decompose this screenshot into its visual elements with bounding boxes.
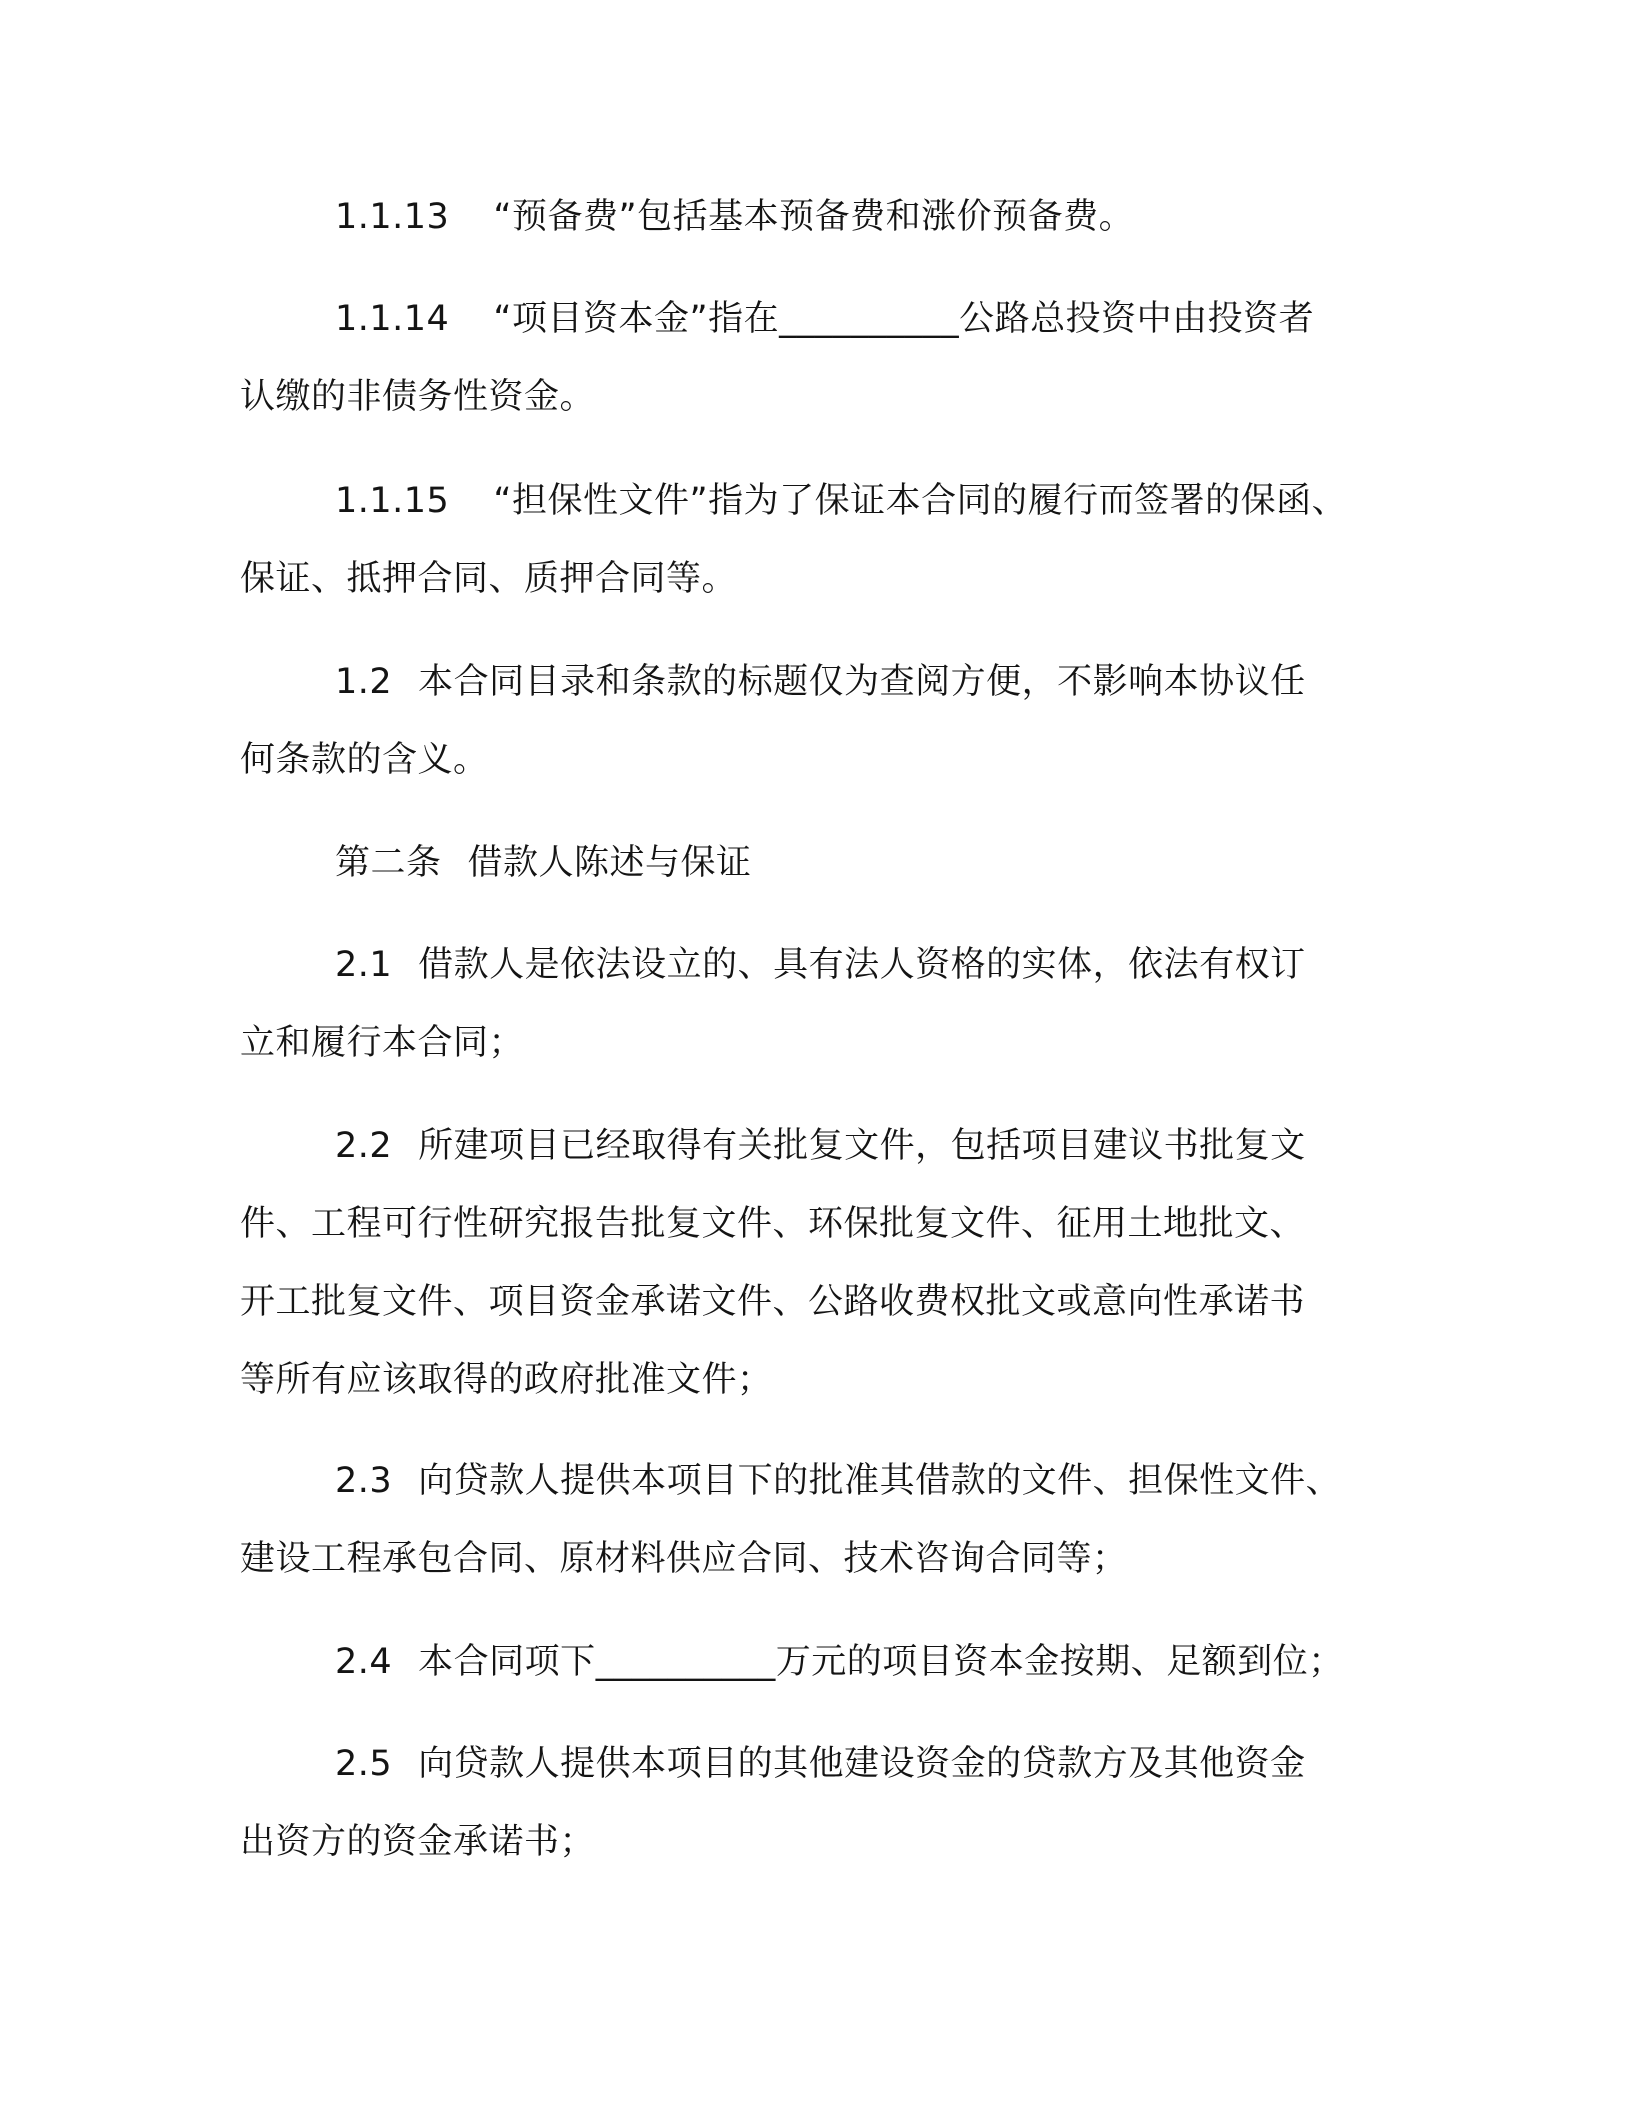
clause-number: 2.4 bbox=[335, 1642, 393, 1682]
clause-line bbox=[240, 643, 1400, 721]
clause-line: 保证、抵押合同、质押合同等。 bbox=[240, 559, 738, 599]
clause-1-1-15 bbox=[240, 462, 1400, 618]
clause-line bbox=[240, 1623, 1400, 1701]
clause-2-2 bbox=[240, 1107, 1400, 1419]
clause-text: 所建项目已经取得有关批复文件，包括项目建议书批复文 bbox=[418, 1126, 1306, 1166]
clause-line bbox=[240, 178, 1400, 256]
clause-line: 何条款的含义。 bbox=[240, 740, 489, 780]
clause-line: 开工批复文件、项目资金承诺文件、公路收费权批文或意向性承诺书 bbox=[240, 1282, 1306, 1322]
article-title: 借款人陈述与保证 bbox=[467, 843, 752, 883]
fill-in-blank: __________ bbox=[779, 299, 960, 339]
clause-number: 1.1.14 bbox=[335, 299, 450, 339]
clause-line: 建设工程承包合同、原材料供应合同、技术咨询合同等； bbox=[240, 1539, 1128, 1579]
clause-line: 认缴的非债务性资金。 bbox=[240, 377, 596, 417]
article-number: 第二条 bbox=[335, 843, 442, 883]
clause-text: “项目资本金”指在 bbox=[493, 299, 780, 339]
clause-text: 本合同目录和条款的标题仅为查阅方便，不影响本协议任 bbox=[418, 662, 1306, 702]
article-2-heading bbox=[240, 824, 1400, 902]
clause-line: 立和履行本合同； bbox=[240, 1023, 525, 1063]
clause-number: 2.5 bbox=[335, 1744, 393, 1784]
clause-number: 2.2 bbox=[335, 1126, 393, 1166]
clause-2-5 bbox=[240, 1725, 1400, 1881]
clause-number: 2.1 bbox=[335, 945, 393, 985]
clause-text: 向贷款人提供本项目下的批准其借款的文件、担保性文件、 bbox=[418, 1461, 1342, 1501]
clause-line bbox=[240, 462, 1400, 540]
heading-line bbox=[240, 824, 1400, 902]
clause-line: 等所有应该取得的政府批准文件； bbox=[240, 1360, 773, 1400]
clause-2-3 bbox=[240, 1442, 1400, 1598]
clause-text: 万元的项目资本金按期、足额到位； bbox=[775, 1642, 1344, 1682]
clause-text: “担保性文件”指为了保证本合同的履行而签署的保函、 bbox=[493, 481, 1348, 521]
clause-text: 公路总投资中由投资者 bbox=[959, 299, 1315, 339]
clause-number: 1.1.15 bbox=[335, 481, 450, 521]
clause-line: 出资方的资金承诺书； bbox=[240, 1822, 596, 1862]
clause-line: 件、工程可行性研究报告批复文件、环保批复文件、征用土地批文、 bbox=[240, 1204, 1306, 1244]
clause-2-1 bbox=[240, 926, 1400, 1082]
fill-in-blank: __________ bbox=[595, 1642, 776, 1682]
clause-number: 2.3 bbox=[335, 1461, 393, 1501]
clause-line bbox=[240, 926, 1400, 1004]
clause-line bbox=[240, 1107, 1400, 1185]
clause-number: 1.2 bbox=[335, 662, 393, 702]
clause-line bbox=[240, 1442, 1400, 1520]
clause-text: 本合同项下 bbox=[418, 1642, 596, 1682]
clause-line bbox=[240, 280, 1400, 358]
clause-number: 1.1.13 bbox=[335, 197, 450, 237]
clause-line bbox=[240, 1725, 1400, 1803]
clause-1-1-13 bbox=[240, 178, 1400, 256]
clause-text: 借款人是依法设立的、具有法人资格的实体，依法有权订 bbox=[418, 945, 1306, 985]
clause-text: 向贷款人提供本项目的其他建设资金的贷款方及其他资金 bbox=[418, 1744, 1306, 1784]
clause-2-4 bbox=[240, 1623, 1400, 1701]
clause-1-1-14 bbox=[240, 280, 1400, 436]
clause-1-2 bbox=[240, 643, 1400, 799]
clause-text: “预备费”包括基本预备费和涨价预备费。 bbox=[493, 197, 1135, 237]
